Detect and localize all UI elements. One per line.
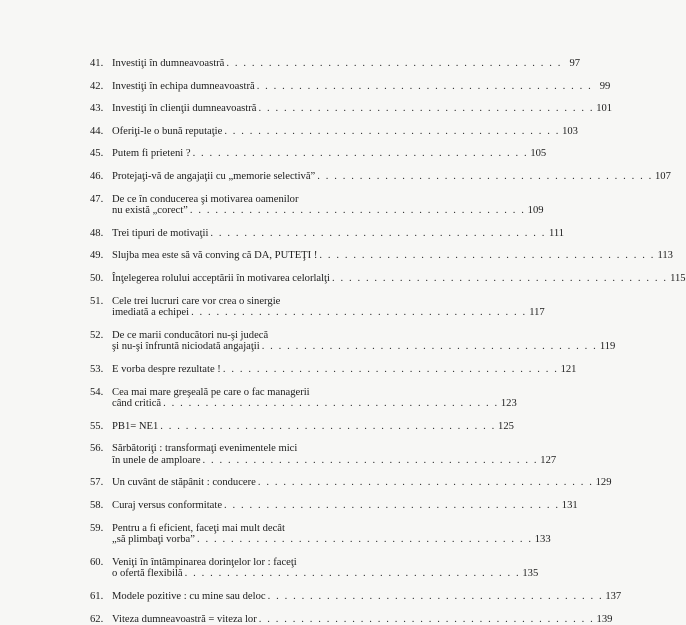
dot-leader: . . . . . . . . . . . . . . . . . . . . . . . . . . . . . . . . . . . . . . . . [258,103,595,115]
toc-entry-title: Oferiţi-le o bună reputaţie [112,125,223,137]
toc-entry-number: 51. [90,295,104,307]
toc-entry [90,500,578,512]
dot-leader: . . . . . . . . . . . . . . . . . . . . . . . . . . . . . . . . . . . . . . . . [163,398,499,410]
dot-leader: . . . . . . . . . . . . . . . . . . . . . . . . . . . . . . . . . . . . . . . . [331,272,668,284]
toc-entry-number: 62. [90,613,104,625]
toc-entry-number: 47. [90,193,104,205]
toc-entry [90,522,551,546]
toc-entry-number: 50. [90,272,104,284]
toc-entry [90,329,616,353]
toc-entry [90,613,613,625]
toc-entry-number: 55. [90,420,104,432]
toc-entry-number: 48. [90,227,104,239]
table-of-contents [90,58,686,625]
toc-entry-title: Cele trei lucruri care vor crea o sinergie [112,295,281,307]
toc-entry-number: 59. [90,522,104,534]
toc-page-number: 119 [599,341,616,353]
toc-entry-title: Modele pozitive : cu mine sau deloc [112,591,266,603]
dot-leader: . . . . . . . . . . . . . . . . . . . . . . . . . . . . . . . . . . . . . . . . [319,250,655,262]
toc-entry-title: imediată a echipei [112,307,190,319]
toc-page-number: 103 [562,125,578,137]
dot-leader: . . . . . . . . . . . . . . . . . . . . . . . . . . . . . . . . . . . . . . . . [224,500,560,512]
toc-page-number: 125 [498,420,514,432]
dot-leader: . . . . . . . . . . . . . . . . . . . . . . . . . . . . . . . . . . . . . . . . [257,477,594,489]
toc-entry-number: 53. [90,363,104,375]
toc-entry [90,443,557,466]
toc-entry-number: 57. [90,477,104,489]
toc-entry-number: 43. [90,103,104,115]
toc-page-number: 121 [560,363,577,375]
toc-entry [90,556,539,580]
toc-page-number: 113 [657,250,673,262]
toc-entry [90,170,671,183]
dot-leader: . . . . . . . . . . . . . . . . . . . . . . . . . . . . . . . . . . . . . . . . [258,613,595,625]
toc-entry-title: Protejaţi-vă de angajaţii cu „memorie selectivă” [112,170,316,182]
toc-entry-title: Investiţi în clienţii dumneavoastră [112,103,257,115]
toc-page-number: 133 [534,534,551,546]
toc-entry-title: nu există „corect” [112,205,188,217]
toc-entry [90,295,545,319]
toc-page-number: 135 [522,568,539,580]
toc-page-number: 117 [529,307,545,319]
toc-entry-title: PB1= NE1 [112,420,159,432]
toc-entry-title: Slujba mea este să vă conving că DA, PUTEŢI ! [112,250,318,262]
toc-entry [90,591,622,603]
toc-page-number: 111 [548,227,565,239]
dot-leader: . . . . . . . . . . . . . . . . . . . . . . . . . . . . . . . . . . . . . . . . [261,341,598,353]
toc-entry-number: 60. [90,556,104,568]
toc-page-number: 137 [605,591,622,603]
toc-entry-title: „să plimbaţi vorba” [112,534,195,546]
dot-leader: . . . . . . . . . . . . . . . . . . . . . . . . . . . . . . . . . . . . . . . . [196,534,533,546]
toc-page-number: 99 [599,80,611,92]
toc-page-number: 123 [500,398,517,410]
toc-entry-title: Curaj versus conformitate [112,500,223,512]
toc-entry [90,58,581,70]
toc-page-number: 129 [595,477,612,489]
toc-entry-number: 52. [90,329,104,341]
toc-entry-title: în unele de amploare [112,454,201,466]
toc-entry-title: De ce în conducerea şi motivarea oamenilor [112,193,299,205]
dot-leader: . . . . . . . . . . . . . . . . . . . . . . . . . . . . . . . . . . . . . . . . [191,307,527,319]
toc-entry-number: 45. [90,148,104,160]
toc-entry-number: 41. [90,58,104,69]
dot-leader: . . . . . . . . . . . . . . . . . . . . . . . . . . . . . . . . . . . . . . . . [222,363,559,375]
toc-entry [90,80,611,93]
dot-leader: . . . . . . . . . . . . . . . . . . . . . . . . . . . . . . . . . . . . . . . . [189,205,526,217]
toc-entry-title: când critică [112,398,162,410]
toc-entry-number: 58. [90,500,104,512]
toc-entry-title: o ofertă flexibilă [112,568,183,580]
toc-entry-title: şi nu-şi înfruntă niciodată angajaţii [112,341,260,353]
toc-entry-title: Viteza dumneavoastră = viteza lor [112,613,257,625]
toc-entry-number: 54. [90,386,104,398]
toc-entry-number: 49. [90,250,104,262]
toc-entry-title: De ce marii conducători nu-şi judecă [112,329,269,341]
dot-leader: . . . . . . . . . . . . . . . . . . . . . . . . . . . . . . . . . . . . . . . . [226,58,563,69]
toc-entry-title: Înţelegerea rolului acceptării în motivarea celorlalţi [112,272,330,284]
dot-leader: . . . . . . . . . . . . . . . . . . . . . . . . . . . . . . . . . . . . . . . . [317,170,653,182]
toc-entry-title: Pentru a fi eficient, faceţi mai mult decât [112,522,285,534]
toc-page-number: 105 [530,148,547,160]
dot-leader: . . . . . . . . . . . . . . . . . . . . . . . . . . . . . . . . . . . . . . . . [202,454,539,466]
toc-entry-number: 46. [90,170,104,182]
toc-entry-title: E vorba despre rezultate ! [112,363,221,375]
toc-entry-title: Veniţi în întâmpinarea dorinţelor lor : faceţi [112,556,297,568]
dot-leader: . . . . . . . . . . . . . . . . . . . . . . . . . . . . . . . . . . . . . . . . [224,125,560,137]
toc-entry-number: 56. [90,443,104,455]
toc-entry [90,363,577,376]
toc-page-number: 97 [569,58,581,69]
toc-entry-number: 42. [90,80,104,92]
toc-entry [90,125,578,138]
dot-leader: . . . . . . . . . . . . . . . . . . . . . . . . . . . . . . . . . . . . . . . . [192,148,529,160]
toc-entry [90,477,612,489]
toc-entry [90,227,565,240]
toc-entry [90,420,514,433]
dot-leader: . . . . . . . . . . . . . . . . . . . . . . . . . . . . . . . . . . . . . . . . [160,420,496,432]
toc-entry-title: Trei tipuri de motivaţii [112,227,209,239]
toc-page-number: 115 [670,272,686,284]
toc-page-number: 107 [655,170,671,182]
toc-entry-number: 44. [90,125,104,137]
toc-entry-title: Investiţi în echipa dumneavoastră [112,80,255,92]
toc-entry-title: Investiţi în dumneavoastră [112,58,225,69]
toc-page-number: 127 [540,454,557,466]
toc-entry-title: Un cuvânt de stăpânit : conducere [112,477,256,489]
toc-page-number: 131 [561,500,578,512]
toc-entry [90,148,547,160]
toc-page-number: 139 [596,613,613,625]
toc-page-number: 101 [596,103,613,115]
toc-entry-number: 61. [90,591,104,603]
toc-entry [90,386,517,410]
toc-entry-title: Putem fi prieteni ? [112,148,191,160]
toc-entry [90,193,544,217]
dot-leader: . . . . . . . . . . . . . . . . . . . . . . . . . . . . . . . . . . . . . . . . [184,568,521,580]
toc-entry [90,272,686,285]
toc-entry-title: Sărbătoriţi : transformaţi evenimentele mici [112,443,298,455]
toc-entry-title: Cea mai mare greşeală pe care o fac managerii [112,386,310,398]
dot-leader: . . . . . . . . . . . . . . . . . . . . . . . . . . . . . . . . . . . . . . . . [256,80,593,92]
dot-leader: . . . . . . . . . . . . . . . . . . . . . . . . . . . . . . . . . . . . . . . . [210,227,547,239]
toc-entry [90,103,613,115]
toc-page-number: 109 [527,205,544,217]
dot-leader: . . . . . . . . . . . . . . . . . . . . . . . . . . . . . . . . . . . . . . . . [267,591,604,603]
toc-entry [90,250,673,262]
